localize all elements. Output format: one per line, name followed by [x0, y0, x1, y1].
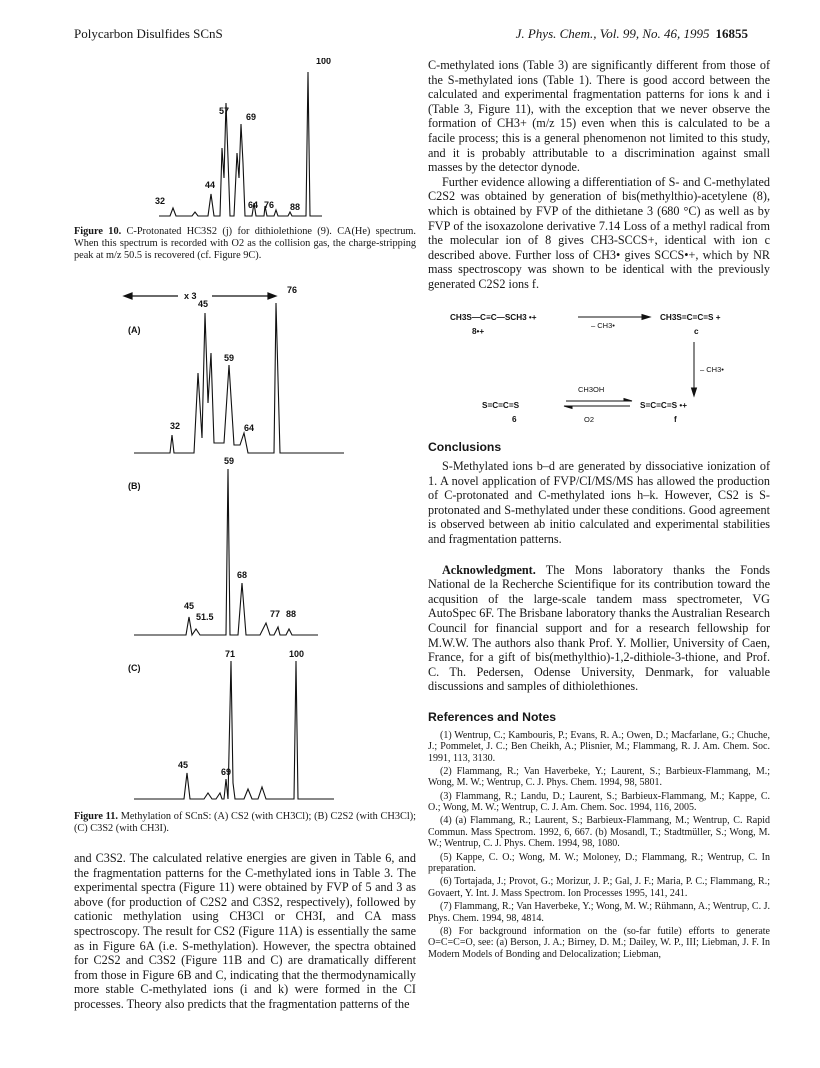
reference-item: (7) Flammang, R.; Van Haverbeke, Y.; Wong, M. W.; Rühmann, A.; Wentrup, C. J. Phys. Chem. 1994, 98, 4814.	[428, 900, 770, 924]
references-list	[428, 730, 770, 961]
fig10-trace	[159, 72, 322, 216]
conclusions-paragraph: S-Methylated ions b–d are generated by dissociative ionization of 1. A novel application of FVP/CI/MS/MS has allowed the production of C-protonated and C-methylated ions h–k. However, CS2 is S-protonated and S-methylated under these conditions. Good agreement is observed between ab initio calculated and experimental stabilities and fragmentation patterns.	[428, 459, 770, 547]
references-heading: References and Notes	[428, 710, 557, 724]
reference-item: (5) Kappe, C. O.; Wong, M. W.; Moloney, D.; Flammang, R.; Wentrup, C. In preparation.	[428, 851, 770, 875]
scheme-product-f: S=C=C=S •+	[640, 400, 688, 410]
fig11-panel-c-peak-labels	[178, 649, 304, 777]
reaction-scheme	[428, 298, 770, 430]
fig11a-peak-label: 32	[170, 420, 181, 431]
fig10-peak-label: 57	[219, 106, 230, 116]
scheme-reactant-label: 8•+	[472, 326, 485, 336]
left-column	[74, 58, 416, 1012]
fig11-panel-c-label: (C)	[128, 662, 141, 673]
reference-item: (2) Flammang, R.; Van Haverbeke, Y.; Laurent, S.; Barbieux-Flammang, M.; Wong, M. W.; Wentrup, C. J. Phys. Chem. 1994, 98, 5801.	[428, 765, 770, 789]
fig11c-peak-label: 69	[221, 766, 232, 777]
right-column	[428, 58, 770, 962]
fig11-panel-c-trace	[134, 661, 334, 799]
fig10-peak-label: 69	[246, 112, 257, 122]
right-body-paragraph-1: C-methylated ions (Table 3) are significantly different from those of the S-methylated ions (Table 1). There is good accord between the calculated and experimental fragmentation patterns for ions k and i (Table 3, Figure 11), with the exception that we never observe the formation of CH3+ (m/z 15) even when this is calculated to be a facile process; this is a general phenomenon not limited to this study, and it is probably attributable to a discrimination against small masses by the detector dynode.	[428, 58, 770, 175]
journal-citation: J. Phys. Chem., Vol. 99, No. 46, 1995	[515, 26, 710, 41]
fig11a-peak-label: 45	[198, 298, 209, 309]
scheme-neutral: S=C=C=S	[482, 400, 520, 410]
fig11b-peak-label: 88	[286, 608, 297, 619]
fig11-magnification-label: x 3	[184, 290, 197, 301]
figure-10-label: Figure 10.	[74, 226, 122, 237]
figure-10-caption-text: C-Protonated HC3S2 (j) for dithiolethione (9). CA(He) spectrum. When this spectrum is recorded with O2 as the collision gas, the charge-stripping peak at m/z 50.5 is recovered (cf. Figure 9C).	[74, 226, 416, 262]
fig11c-peak-label: 100	[289, 648, 305, 659]
fig11a-peak-label: 64	[244, 422, 255, 433]
fig11b-peak-label: 59	[224, 455, 235, 466]
fig11c-peak-label: 71	[225, 648, 236, 659]
fig11-panel-a-label: (A)	[128, 324, 141, 335]
fig10-peak-label: 100	[316, 58, 332, 66]
fig11-panel-a-trace	[134, 303, 344, 453]
right-body-paragraph-2: Further evidence allowing a differentiation of S- and C-methylated C2S2 was obtained by generation of bis(methylthio)-acetylene (8), which is obtained by FVP of the dithietane 3 (680 °C) as well as by FVP of the isoxazolone derivative 7.14 Loss of a methyl radical from the molecular ion of 8 gives CH3-SCCS+, identical with ion c described above. Further loss of CH3• gives SCCS•+, which by NR mass spectroscopy was shown to be identical with the previously generated C2S2 ions f.	[428, 174, 770, 291]
running-header-left: Polycarbon Disulfides SCnS	[74, 26, 223, 41]
acknowledgment-text: The Mons laboratory thanks the Fonds National de la Recherche Scientifique for its contribution toward the acqusition of the large-scale tandem mass spectrometer, VG AutoSpec 6F. The Brisbane laboratory thanks the Australian Research Council for financial support and for a research fellowship for M.W.W. The authors also thank Prof. Y. Mollier, University of Caen, France, for a gift of bis(methylthio)-1,2-dithiole-3-thione, and Prof. C. Th. Pedersen, Odense University, Denmark, for valuable discussions and samples of dithiolethiones.	[428, 562, 770, 694]
figure-10-spectrum	[74, 58, 416, 224]
figure-11-caption-text: Methylation of SCnS: (A) CS2 (with CH3Cl); (B) C2S2 (with CH3Cl); (C) C3S2 (with CH3I).	[74, 810, 416, 834]
fig10-peak-labels	[155, 58, 331, 212]
fig10-peak-label: 44	[205, 180, 216, 190]
fig11-panel-b-label: (B)	[128, 480, 141, 491]
figure-11-label: Figure 11.	[74, 810, 118, 822]
scheme-loss-methyl: – CH3•	[591, 320, 615, 330]
fig10-peak-label: 32	[155, 196, 166, 206]
reference-item: (8) For background information on the (so-far futile) efforts to generate O=C=C=O, see: (a) Berson, J. A.; Birney, D. M.; Dailey, W. P., III; Liebman, J. F. In Modern Models of Bonding and Delocalization; Liebman,	[428, 925, 770, 960]
fig10-peak-label: 88	[290, 202, 301, 212]
scheme-reagent-methanol: CH3OH	[578, 384, 605, 394]
fig11b-peak-label: 77	[270, 608, 281, 619]
fig11a-peak-label: 59	[224, 352, 235, 363]
scheme-loss-methyl-2: – CH3•	[700, 364, 724, 374]
figure-11-spectra	[74, 273, 416, 809]
figure-11-caption	[74, 811, 416, 835]
scheme-product-c-label: c	[694, 326, 699, 336]
fig11b-peak-label: 51.5	[196, 611, 214, 622]
figure-10-caption	[74, 226, 416, 263]
reference-item: (4) (a) Flammang, R.; Laurent, S.; Barbieux-Flammang, M.; Wentrup, C. Rapid Commun. Mass Spectrom. 1992, 6, 667. (b) Mosandl, T.; Stadtmüller, S.; Wong, M. W.; Wentrup, C. J. Phys. Chem. 1994, 98, 1080.	[428, 815, 770, 850]
fig11b-peak-label: 68	[237, 569, 248, 580]
reference-item: (3) Flammang, R.; Landu, D.; Laurent, S.; Barbieux-Flammang, M.; Kappe, C. O.; Wong, M. W.; Wentrup, C. J. Am. Chem. Soc. 1994, 116, 2005.	[428, 790, 770, 814]
fig11b-peak-label: 45	[184, 600, 195, 611]
page-number: 16855	[715, 26, 748, 41]
scheme-reagent-oxygen: O2	[584, 414, 595, 424]
running-header-right	[516, 26, 748, 42]
fig11-panel-b-peak-labels	[184, 456, 296, 622]
acknowledgment-paragraph	[428, 563, 770, 694]
conclusions-heading: Conclusions	[428, 439, 502, 454]
fig11a-peak-label: 76	[287, 284, 298, 295]
scheme-reactant: CH3S—C≡C—SCH3 •+	[450, 312, 537, 322]
fig11c-peak-label: 45	[178, 759, 189, 770]
fig10-peak-label: 76	[264, 200, 275, 210]
scheme-neutral-label: 6	[512, 414, 517, 424]
left-body-paragraph: and C3S2. The calculated relative energies are given in Table 6, and the fragmentation patterns for the C-methylated ions in Table 3. The experimental spectra (Figure 11) were obtained by FVP of 5 and 3 as above (for production of C2S2 and C3S2, respectively), followed by cationic methylation using CH3Cl or CH3I, and CA mass spectroscopy. The result for CS2 (Figure 11A) is essentially the same as in Figure 6A (i.e. S-methylation). However, the spectra obtained for C2S2 and C3S2 (Figure 11B and C) are dramatically different from those in Figure 6B and C, indicating that the thermodynamically more stable C-methylated ions (i and k) were formed in the CI processes. Theory also predicts that the fragmentation patterns of the	[74, 851, 416, 1011]
scheme-product-f-label: f	[674, 414, 677, 424]
acknowledgment-label: Acknowledgment.	[442, 562, 536, 577]
fig10-peak-label: 64	[248, 200, 259, 210]
reference-item: (6) Tortajada, J.; Provot, G.; Morizur, J. P.; Gal, J. F.; Maria, P. C.; Flammang, R.; Govaert, Y. Int. J. Mass Spectrom. Ion Processes 1995, 141, 241.	[428, 876, 770, 899]
reference-item: (1) Wentrup, C.; Kambouris, P.; Evans, R. A.; Owen, D.; Macfarlane, G.; Chuche, J.; Pommelet, J. C.; Ben Cheikh, A.; Plisnier, M.; Flammang, R. J. Am. Chem. Soc. 1991, 113, 3130.	[428, 729, 770, 764]
scheme-product-c: CH3S=C=C=S +	[660, 312, 721, 322]
